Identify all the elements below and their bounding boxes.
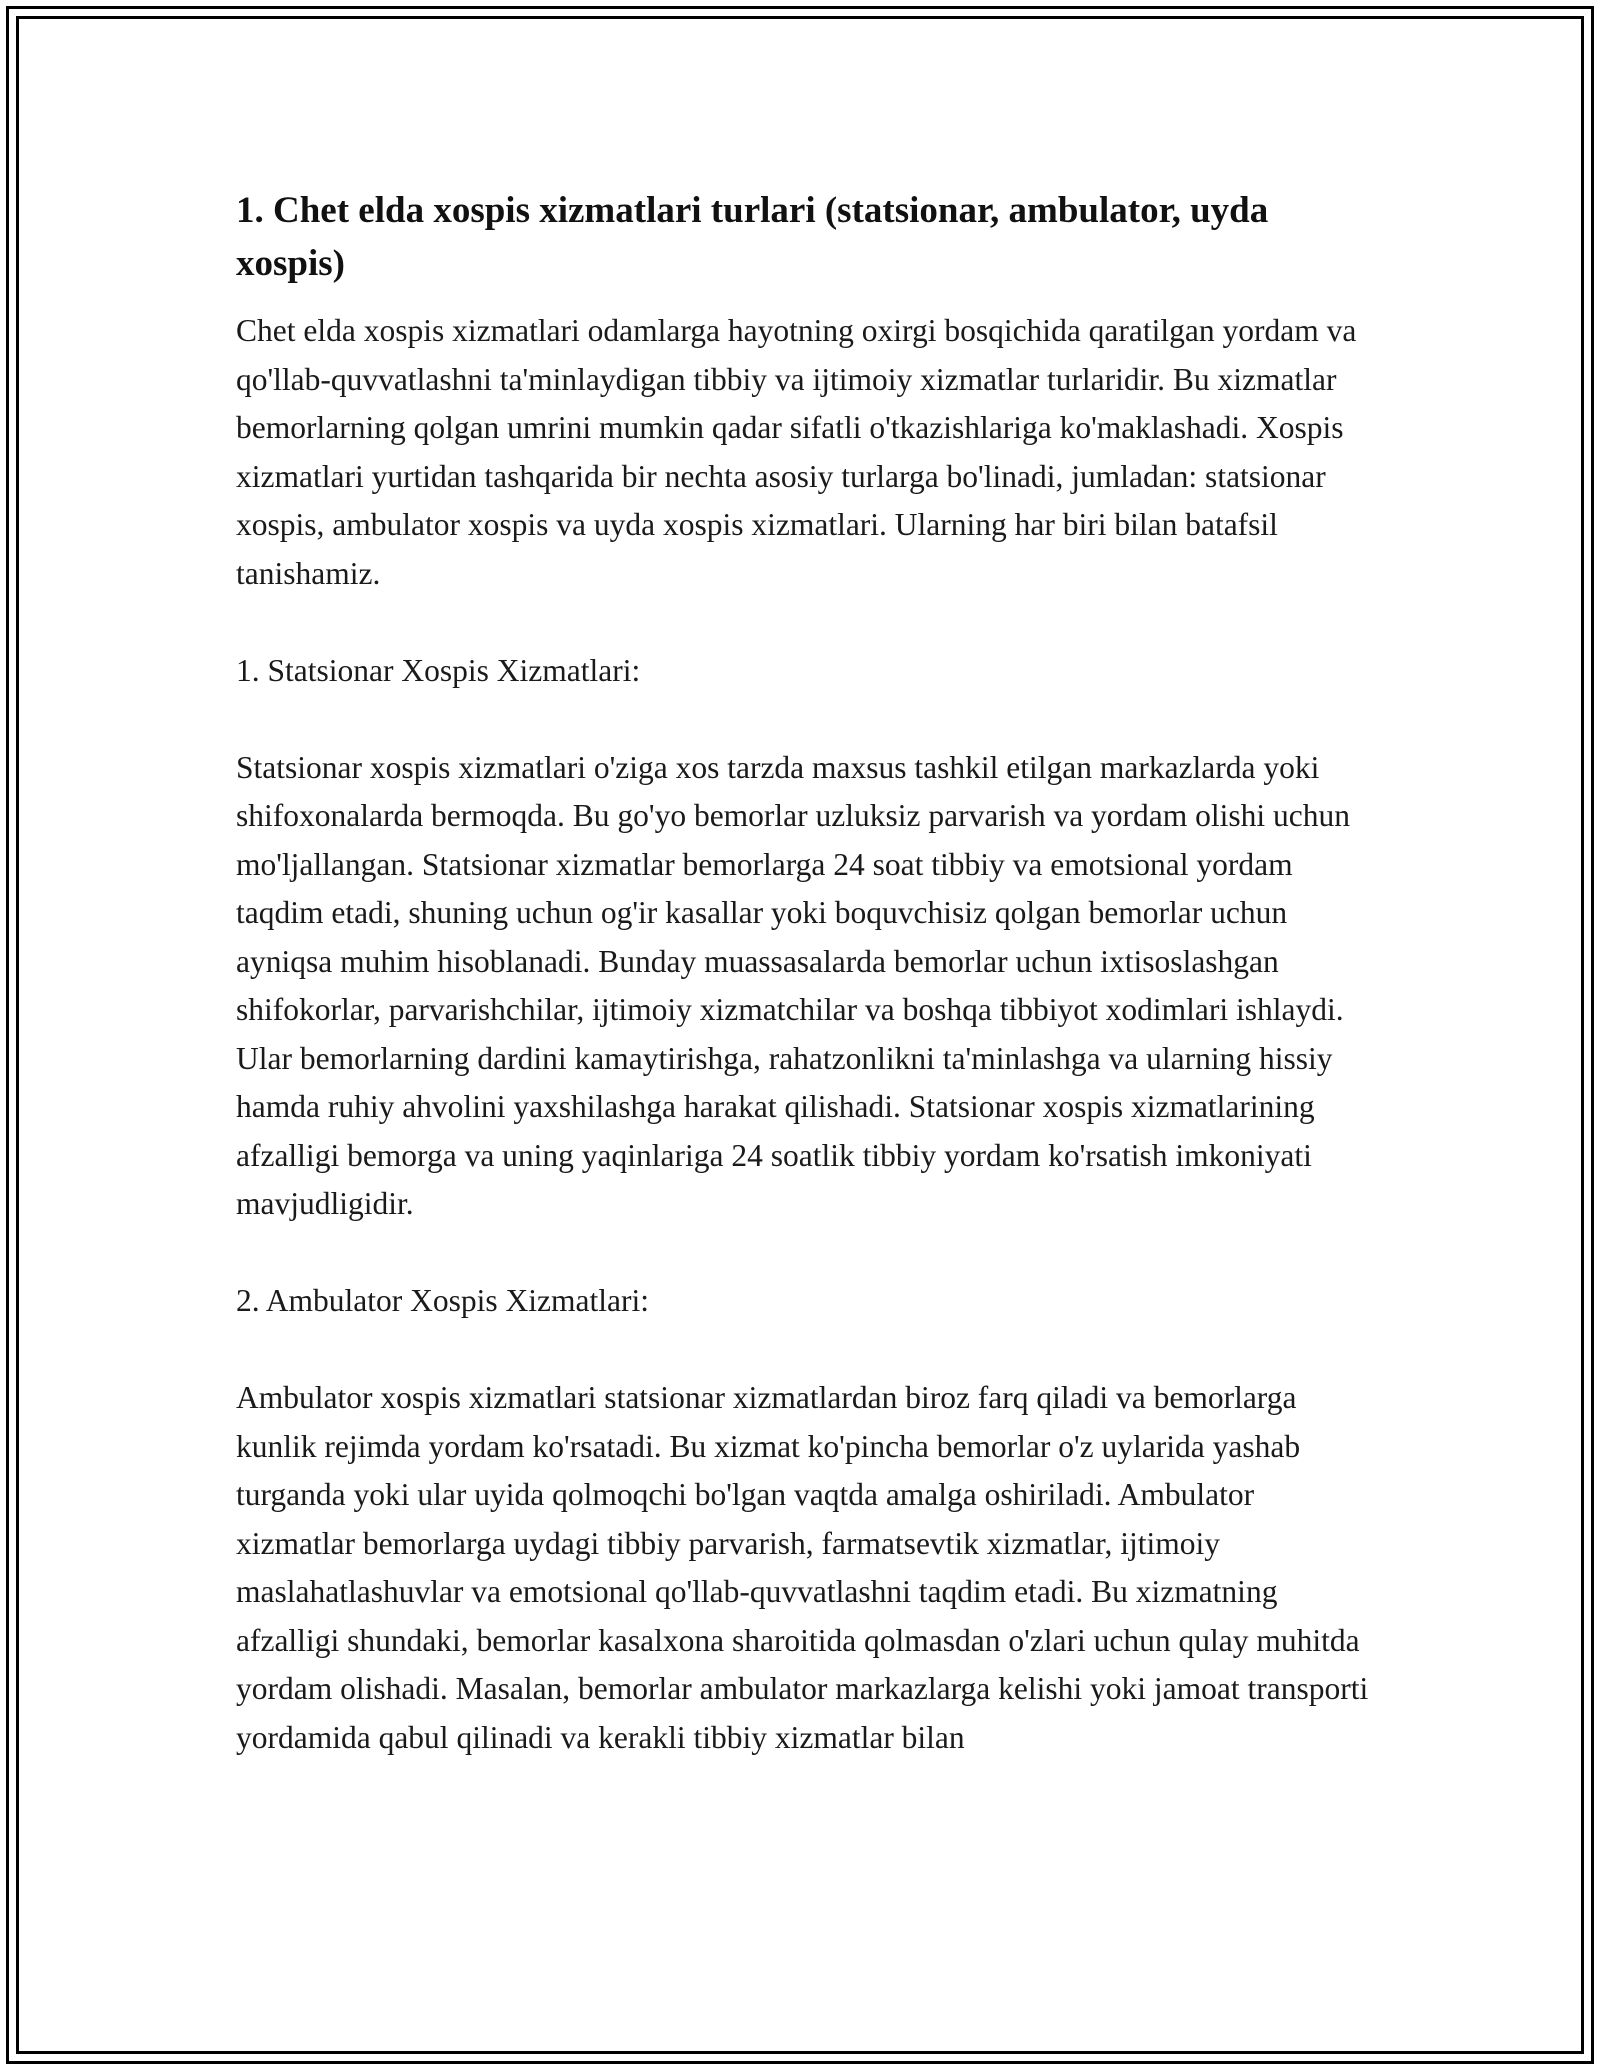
paragraph-spacer — [236, 695, 1370, 744]
paragraph-spacer — [236, 598, 1370, 647]
statsionar-paragraph: Statsionar xospis xizmatlari o'ziga xos tarzda maxsus tashkil etilgan markazlarda yoki shifoxonalarda bermoqda. Bu go'yo bemorlar uzluksiz parvarish va yordam olishi uchun mo'ljallangan. Statsionar xizmatlar bemorlarga 24 soat tibbiy va emotsional yordam taqdim etadi, shuning uchun og'ir kasallar yoki boquvchisiz qolgan bemorlar uchun ayniqsa muhim hisoblanadi. Bunday muassasalarda bemorlar uchun ixtisoslashgan shifokorlar, parvarishchilar, ijtimoiy xizmatchilar va boshqa tibbiyot xodimlari ishlaydi. Ular bemorlarning dardini kamaytirishga, rahatzonlikni ta'minlashga va ularning hissiy hamda ruhiy ahvolini yaxshilashga harakat qilishadi. Statsionar xospis xizmatlarining afzalligi bemorga va uning yaqinlariga 24 soatlik tibbiy yordam ko'rsatish imkoniyati mavjudligidir. — [236, 749, 1351, 1221]
ambulator-paragraph: Ambulator xospis xizmatlari statsionar xizmatlardan biroz farq qiladi va bemorlarga kunlik rejimda yordam ko'rsatadi. Bu xizmat ko'pincha bemorlar o'z uylarida yashab turganda yoki ular uyida qolmoqchi bo'lgan vaqtda amalga oshiriladi. Ambulator xizmatlar bemorlarga uydagi tibbiy parvarish, farmatsevtik xizmatlar, ijtimoiy maslahatlashuvlar va emotsional qo'llab-quvvatlashni taqdim etadi. Bu xizmatning afzalligi shundaki, bemorlar kasalxona sharoitida qolmasdan o'zlari uchun qulay muhitda yordam olishadi. Masalan, bemorlar ambulator markazlarga kelishi yoki jamoat transporti yordamida qabul qilinadi va kerakli tibbiy xizmatlar bilan — [236, 1380, 1369, 1755]
document-body — [236, 184, 1370, 1762]
subheading-statsionar: 1. Statsionar Xospis Xizmatlari: — [236, 652, 641, 688]
intro-paragraph: Chet elda xospis xizmatlari odamlarga hayotning oxirgi bosqichida qaratilgan yordam va qo'llab-quvvatlashni ta'minlaydigan tibbiy va ijtimoiy xizmatlar turlaridir. Bu xizmatlar bemorlarning qolgan umrini mumkin qadar sifatli o'tkazishlariga ko'maklashadi. Xospis xizmatlari yurtidan tashqarida bir nechta asosiy turlarga bo'linadi, jumladan: statsionar xospis, ambulator xospis va uyda xospis xizmatlari. Ularning har biri bilan batafsil tanishamiz. — [236, 313, 1357, 591]
paragraph-spacer — [236, 1229, 1370, 1278]
subheading-ambulator: 2. Ambulator Xospis Xizmatlari: — [236, 1283, 649, 1318]
section-heading: 1. Chet elda xospis xizmatlari turlari (statsionar, ambulator, uyda xospis) — [236, 190, 1269, 284]
paragraph-spacer — [236, 1326, 1370, 1375]
